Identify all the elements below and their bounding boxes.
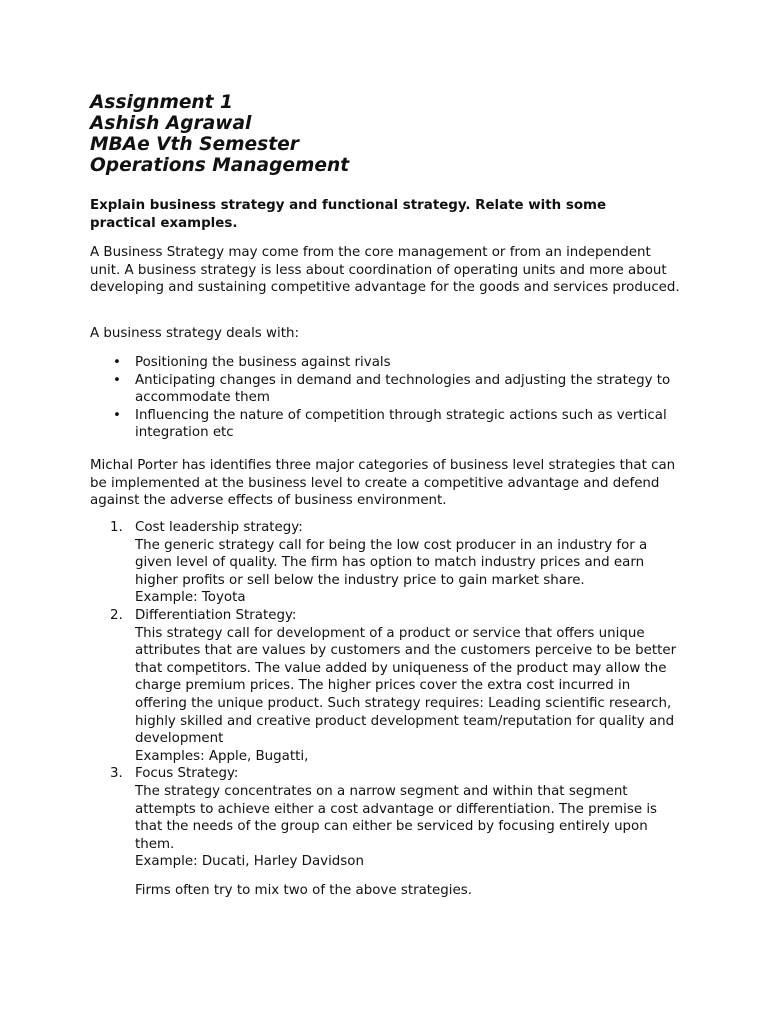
strategy-title: Focus Strategy: [135,766,239,782]
bullet-text: Positioning the business against rivals [135,355,391,370]
bullet-icon: • [113,355,121,370]
strategy-list [90,519,680,871]
bullet-list [90,354,680,442]
strategy-example: Example: Toyota [135,590,246,606]
strategy-body: This strategy call for development of a product or service that offers unique attributes that are values by customers and the customers perceive to be better that competitors. The value added by uniqueness of the product may allow the charge premium prices. The higher prices cover the extra cost incurred in offering the unique product. Such strategy requires: Leading scientific research, highly skilled and creative product development team/reputation for quality and development [135,625,677,747]
question-text: Explain business strategy and functional strategy. Relate with some practical examples. [90,198,607,231]
deals-with-paragraph: A business strategy deals with: [90,326,299,341]
strategy-title: Differentiation Strategy: [135,607,297,623]
strategy-body: The strategy concentrates on a narrow segment and within that segment attempts to achieve either a cost advantage or differentiation. The premise is that the needs of the group can either be serviced by focusing entirely upon them. [135,783,658,852]
course-semester: MBAe Vth Semester [90,134,299,155]
strategy-example: Examples: Apple, Bugatti, [135,748,309,764]
author-name: Ashish Agrawal [90,113,252,134]
strategy-body: The generic strategy call for being the low cost producer in an industry for a given level of quality. The firm has option to match industry prices and earn higher profits or sell below the industry price to gain market share. [135,537,648,588]
bullet-icon: • [113,407,121,423]
intro-paragraph: A Business Strategy may come from the core management or from an independent unit. A business strategy is less about coordination of operating units and more about developing and sustaining competitive advantage for the goods and services produced. [90,245,680,296]
list-item [90,372,680,407]
list-item [90,607,680,765]
bullet-icon: • [113,372,121,388]
list-item [90,519,680,607]
document-heading [90,92,349,176]
bullet-text: Anticipating changes in demand and technologies and adjusting the strategy to accommodate them [135,372,671,406]
porter-paragraph: Michal Porter has identifies three major categories of business level strategies that can be implemented at the business level to create a competitive advantage and defend against the adverse effects of business environment. [90,458,676,509]
item-number: 1. [110,520,123,535]
strategy-example: Example: Ducati, Harley Davidson [135,854,364,870]
subject-name: Operations Management [90,155,350,176]
strategy-title: Cost leadership strategy: [135,520,303,535]
assignment-title: Assignment 1 [90,92,233,113]
bullet-text: Influencing the nature of competition through strategic actions such as vertical integration etc [135,407,667,441]
item-number: 3. [110,766,123,782]
list-item [90,765,680,871]
closing-paragraph: Firms often try to mix two of the above strategies. [135,883,472,898]
item-number: 2. [110,607,123,623]
list-item [90,407,680,442]
list-item [90,354,680,372]
